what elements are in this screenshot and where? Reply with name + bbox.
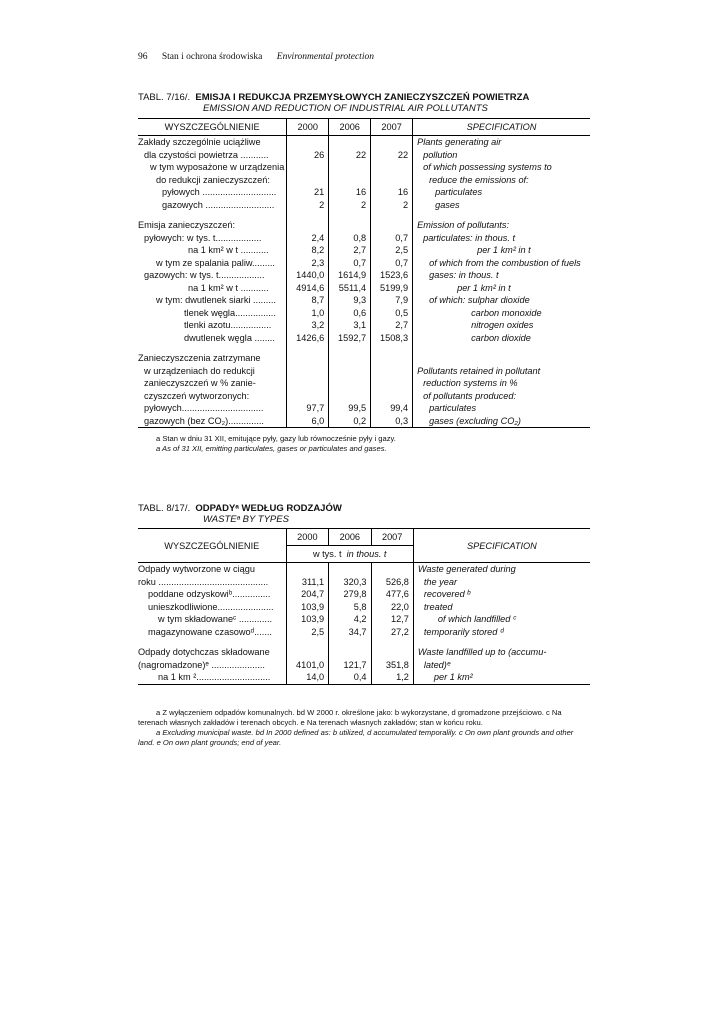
row-label-pl: do redukcji zanieczyszczeń: bbox=[156, 174, 270, 185]
row-label-pl: gazowych (bez CO₂).............. bbox=[138, 415, 287, 428]
cell-value bbox=[287, 174, 329, 187]
cell-value: 1426,6 bbox=[287, 332, 329, 345]
cell-value: 2,4 bbox=[287, 232, 329, 245]
row-label-pl: tlenek węgla................ bbox=[184, 307, 276, 318]
row-label-en: treated bbox=[413, 601, 590, 614]
cell-value bbox=[329, 211, 371, 219]
cell-value: 97,7 bbox=[287, 402, 329, 415]
cell-value bbox=[371, 161, 413, 174]
cell-value: 1592,7 bbox=[329, 332, 371, 345]
cell-value: 2,5 bbox=[371, 244, 413, 257]
table1-row bbox=[138, 257, 590, 270]
table1-row bbox=[138, 319, 590, 332]
page-header bbox=[138, 52, 386, 62]
cell-value: 0,5 bbox=[371, 307, 413, 320]
cell-value: 351,8 bbox=[371, 659, 413, 672]
cell-value: 320,3 bbox=[329, 576, 371, 589]
table1-row bbox=[138, 332, 590, 345]
table2-col-spec-en: SPECIFICATION bbox=[413, 529, 590, 563]
table2-note-pl: a Z wyłączeniem odpadów komunalnych. bd W 2000 r. określone jako: b wykorzystane, d gromadzone przejściowo. c Na terenach własnych zakładów i terenach obcych. e Na terenach własnych zakładów; stan w końcu roku. bbox=[138, 708, 562, 727]
cell-value: 4,2 bbox=[329, 613, 371, 626]
cell-value: 22 bbox=[371, 149, 413, 162]
table1-row bbox=[138, 365, 590, 378]
cell-value bbox=[286, 646, 329, 659]
row-label-en: gases: in thous. t bbox=[413, 269, 590, 282]
table2-row bbox=[138, 613, 590, 626]
cell-value: 2 bbox=[371, 199, 413, 212]
cell-value bbox=[371, 136, 413, 149]
cell-value: 34,7 bbox=[329, 626, 371, 639]
table1-row bbox=[138, 161, 590, 174]
cell-value: 0,7 bbox=[371, 232, 413, 245]
cell-value bbox=[287, 211, 329, 219]
page-number: 96 bbox=[138, 52, 148, 62]
table2 bbox=[138, 528, 590, 685]
cell-value: 3,2 bbox=[287, 319, 329, 332]
table1-title bbox=[138, 92, 529, 114]
cell-value bbox=[287, 219, 329, 232]
table2-col-2006: 2006 bbox=[329, 529, 371, 546]
table1-col-2006: 2006 bbox=[329, 119, 371, 136]
cell-value: 5199,9 bbox=[371, 282, 413, 295]
cell-value bbox=[287, 344, 329, 352]
header-title-en: Environmental protection bbox=[276, 52, 374, 62]
cell-value bbox=[329, 136, 371, 149]
cell-value: 27,2 bbox=[371, 626, 413, 639]
table1-note-en: a As of 31 XII, emitting particulates, gases or particulates and gases. bbox=[156, 444, 387, 453]
row-label-pl bbox=[138, 211, 287, 219]
cell-value: 0,6 bbox=[329, 307, 371, 320]
cell-value: 1,2 bbox=[371, 671, 413, 684]
table1-row bbox=[138, 390, 590, 403]
cell-value: 99,4 bbox=[371, 402, 413, 415]
row-label-pl: pyłowych................................ bbox=[144, 403, 264, 413]
cell-value: 103,9 bbox=[286, 601, 329, 614]
cell-value bbox=[287, 161, 329, 174]
table1-id: TABL. 7/16/. bbox=[138, 92, 191, 103]
row-label-pl: gazowych ........................... bbox=[162, 199, 275, 210]
cell-value bbox=[329, 390, 371, 403]
cell-value bbox=[329, 563, 371, 576]
table1-row bbox=[138, 244, 590, 257]
cell-value bbox=[329, 344, 371, 352]
row-label-en: carbon monoxide bbox=[413, 307, 590, 320]
row-label-en: Emission of pollutants: bbox=[413, 219, 590, 232]
table2-id: TABL. 8/17/. bbox=[138, 503, 191, 514]
cell-value: 1508,3 bbox=[371, 332, 413, 345]
row-label-en: of which landfilled ᶜ bbox=[413, 613, 590, 626]
table1-row bbox=[138, 415, 590, 428]
table1-row bbox=[138, 232, 590, 245]
row-label-en: temporarily stored ᵈ bbox=[413, 626, 590, 639]
cell-value: 311,1 bbox=[286, 576, 329, 589]
table2-row bbox=[138, 576, 590, 589]
row-label-pl: zanieczyszczeń w % zanie- bbox=[144, 378, 256, 388]
row-label-en: of which: sulphar dioxide bbox=[413, 294, 590, 307]
cell-value: 2 bbox=[287, 199, 329, 212]
cell-value bbox=[329, 161, 371, 174]
table1-row bbox=[138, 149, 590, 162]
row-label-pl: w tym ze spalania paliw......... bbox=[156, 257, 275, 268]
table1-row bbox=[138, 352, 590, 365]
table2-unit bbox=[286, 546, 413, 563]
cell-value bbox=[371, 390, 413, 403]
cell-value bbox=[329, 219, 371, 232]
table1-col-2000: 2000 bbox=[287, 119, 329, 136]
row-label-en: lated)ᵉ bbox=[413, 659, 590, 672]
row-label-pl: Odpady wytworzone w ciągu bbox=[138, 564, 255, 574]
row-label-pl: w tym wyposażone w urządzenia bbox=[150, 162, 285, 172]
cell-value bbox=[287, 390, 329, 403]
cell-value: 16 bbox=[371, 186, 413, 199]
row-label-pl: dla czystości powietrza ........... bbox=[144, 149, 269, 160]
row-label-en: Waste landfilled up to (accumu- bbox=[413, 646, 590, 659]
row-label-en bbox=[413, 211, 590, 219]
table2-row bbox=[138, 601, 590, 614]
cell-value bbox=[371, 377, 413, 390]
table1-row bbox=[138, 377, 590, 390]
cell-value: 4914,6 bbox=[287, 282, 329, 295]
row-label-pl: Emisja zanieczyszczeń: bbox=[138, 220, 236, 230]
cell-value bbox=[286, 563, 329, 576]
cell-value: 0,7 bbox=[371, 257, 413, 270]
cell-value: 2 bbox=[329, 199, 371, 212]
cell-value bbox=[371, 352, 413, 365]
cell-value: 0,8 bbox=[329, 232, 371, 245]
row-label-en: particulates bbox=[413, 402, 590, 415]
cell-value: 8,2 bbox=[287, 244, 329, 257]
cell-value bbox=[371, 219, 413, 232]
cell-value: 2,7 bbox=[371, 319, 413, 332]
row-label-pl: magazynowane czasowoᵈ....... bbox=[148, 626, 272, 637]
table1-row bbox=[138, 269, 590, 282]
row-label-en: of which possessing systems to bbox=[413, 161, 590, 174]
cell-value: 2,7 bbox=[329, 244, 371, 257]
cell-value bbox=[371, 211, 413, 219]
row-label-pl bbox=[138, 638, 286, 646]
table1-row bbox=[138, 344, 590, 352]
table1-row bbox=[138, 199, 590, 212]
row-label-en: particulates: in thous. t bbox=[413, 232, 590, 245]
cell-value bbox=[371, 646, 413, 659]
table1-col-spec-en: SPECIFICATION bbox=[413, 119, 590, 136]
cell-value: 2,5 bbox=[286, 626, 329, 639]
row-label-en: of pollutants produced: bbox=[413, 390, 590, 403]
table1-title-pl: EMISJA I REDUKCJA PRZEMYSŁOWYCH ZANIECZYSZCZEŃ POWIETRZA bbox=[195, 92, 530, 103]
cell-value: 279,8 bbox=[329, 588, 371, 601]
table1-row bbox=[138, 282, 590, 295]
row-label-en: of which from the combustion of fuels bbox=[413, 257, 590, 270]
cell-value bbox=[329, 352, 371, 365]
table1-row bbox=[138, 174, 590, 187]
cell-value: 526,8 bbox=[371, 576, 413, 589]
cell-value bbox=[329, 365, 371, 378]
row-label-pl bbox=[138, 344, 287, 352]
table2-body bbox=[138, 563, 590, 685]
row-label-pl: roku ........................................... bbox=[138, 576, 269, 587]
header-title-pl: Stan i ochrona środowiska bbox=[161, 52, 263, 62]
row-label-en: nitrogen oxides bbox=[413, 319, 590, 332]
row-label-en: Plants generating air bbox=[413, 136, 590, 149]
cell-value bbox=[287, 136, 329, 149]
table1-row bbox=[138, 402, 590, 415]
table2-title-pl: ODPADYᵃ WEDŁUG RODZAJÓW bbox=[195, 503, 342, 514]
table1 bbox=[138, 118, 590, 428]
table1-notes bbox=[138, 434, 590, 454]
cell-value: 21 bbox=[287, 186, 329, 199]
cell-value: 99,5 bbox=[329, 402, 371, 415]
row-label-en: per 1 km² in t bbox=[413, 282, 590, 295]
cell-value: 0,7 bbox=[329, 257, 371, 270]
cell-value: 1523,6 bbox=[371, 269, 413, 282]
table2-unit-pl: w tys. t bbox=[312, 549, 342, 559]
cell-value bbox=[287, 377, 329, 390]
table1-note-pl: a Stan w dniu 31 XII, emitujące pyły, gazy lub równocześnie pyły i gazy. bbox=[156, 434, 396, 443]
cell-value: 1440,0 bbox=[287, 269, 329, 282]
cell-value: 121,7 bbox=[329, 659, 371, 672]
cell-value: 4101,0 bbox=[286, 659, 329, 672]
row-label-en: the year bbox=[413, 576, 590, 589]
cell-value: 12,7 bbox=[371, 613, 413, 626]
cell-value: 1614,9 bbox=[329, 269, 371, 282]
cell-value: 5511,4 bbox=[329, 282, 371, 295]
cell-value bbox=[371, 563, 413, 576]
table2-col-spec-pl: WYSZCZEGÓLNIENIE bbox=[138, 529, 286, 563]
row-label-pl: unieszkodliwione...................... bbox=[148, 601, 274, 612]
cell-value: 3,1 bbox=[329, 319, 371, 332]
row-label-pl: tlenki azotu................ bbox=[184, 320, 272, 330]
table2-row bbox=[138, 659, 590, 672]
cell-value: 6,0 bbox=[287, 415, 329, 428]
row-label-pl: (nagromadzone)ᵉ ..................... bbox=[138, 659, 265, 670]
cell-value: 477,6 bbox=[371, 588, 413, 601]
cell-value bbox=[286, 638, 329, 646]
row-label-pl: pyłowych: w tys. t.................. bbox=[144, 232, 262, 243]
row-label-pl: na 1 km² w t ........... bbox=[188, 245, 269, 255]
cell-value: 9,3 bbox=[329, 294, 371, 307]
row-label-pl: dwutlenek węgla ........ bbox=[184, 332, 275, 343]
cell-value: 1,0 bbox=[287, 307, 329, 320]
cell-value: 0,4 bbox=[329, 671, 371, 684]
table2-row bbox=[138, 646, 590, 659]
table1-title-en: EMISSION AND REDUCTION OF INDUSTRIAL AIR POLLUTANTS bbox=[203, 103, 488, 114]
table1-row bbox=[138, 294, 590, 307]
table1-row bbox=[138, 136, 590, 149]
row-label-en: pollution bbox=[413, 149, 590, 162]
row-label-en: reduce the emissions of: bbox=[413, 174, 590, 187]
table2-row bbox=[138, 563, 590, 576]
row-label-pl: czyszczeń wytworzonych: bbox=[144, 390, 250, 401]
cell-value bbox=[371, 344, 413, 352]
row-label-en: gases (excluding CO₂) bbox=[413, 415, 590, 428]
table2-title-en: WASTEᵃ BY TYPES bbox=[203, 514, 289, 525]
table2-row bbox=[138, 588, 590, 601]
cell-value bbox=[329, 377, 371, 390]
table2-col-2007: 2007 bbox=[371, 529, 413, 546]
table2-notes bbox=[138, 708, 590, 748]
row-label-en: carbon dioxide bbox=[413, 332, 590, 345]
cell-value: 5,8 bbox=[329, 601, 371, 614]
table1-col-spec-pl: WYSZCZEGÓLNIENIE bbox=[138, 119, 287, 136]
cell-value: 7,9 bbox=[371, 294, 413, 307]
row-label-en: per 1 km² in t bbox=[413, 244, 590, 257]
row-label-pl: poddane odzyskowiᵇ............... bbox=[148, 589, 271, 599]
cell-value bbox=[329, 646, 371, 659]
table2-row bbox=[138, 671, 590, 684]
table2-title bbox=[138, 503, 342, 525]
cell-value bbox=[287, 352, 329, 365]
cell-value bbox=[287, 365, 329, 378]
table1-row bbox=[138, 211, 590, 219]
cell-value: 0,3 bbox=[371, 415, 413, 428]
cell-value: 22 bbox=[329, 149, 371, 162]
cell-value bbox=[329, 174, 371, 187]
row-label-en: gases bbox=[413, 199, 590, 212]
table1-row bbox=[138, 219, 590, 232]
row-label-pl: Odpady dotychczas składowane bbox=[138, 647, 270, 657]
row-label-en: particulates bbox=[413, 186, 590, 199]
cell-value: 0,2 bbox=[329, 415, 371, 428]
table1-row bbox=[138, 307, 590, 320]
cell-value: 2,3 bbox=[287, 257, 329, 270]
cell-value: 204,7 bbox=[286, 588, 329, 601]
row-label-pl: pyłowych ............................. bbox=[162, 187, 277, 197]
row-label-pl: w urządzeniach do redukcji bbox=[144, 365, 255, 376]
table1-row bbox=[138, 186, 590, 199]
cell-value: 16 bbox=[329, 186, 371, 199]
table2-row bbox=[138, 626, 590, 639]
table1-col-2007: 2007 bbox=[371, 119, 413, 136]
cell-value bbox=[371, 174, 413, 187]
cell-value bbox=[371, 638, 413, 646]
cell-value: 22,0 bbox=[371, 601, 413, 614]
cell-value: 103,9 bbox=[286, 613, 329, 626]
row-label-en: reduction systems in % bbox=[413, 377, 590, 390]
row-label-pl: na 1 km² w t ........... bbox=[188, 282, 269, 293]
cell-value: 14,0 bbox=[286, 671, 329, 684]
cell-value: 8,7 bbox=[287, 294, 329, 307]
row-label-pl: Zanieczyszczenia zatrzymane bbox=[138, 353, 261, 363]
row-label-pl: na 1 km ²............................. bbox=[138, 671, 286, 684]
table2-col-2000: 2000 bbox=[286, 529, 329, 546]
row-label-en: Waste generated during bbox=[413, 563, 590, 576]
cell-value bbox=[329, 638, 371, 646]
row-label-en bbox=[413, 352, 590, 365]
row-label-en: per 1 km² bbox=[413, 671, 590, 684]
row-label-pl: Zakłady szczególnie uciążliwe bbox=[138, 137, 261, 147]
row-label-pl: gazowych: w tys. t.................. bbox=[144, 270, 265, 280]
cell-value bbox=[371, 365, 413, 378]
table2-row bbox=[138, 638, 590, 646]
table2-unit-en: in thous. t bbox=[346, 549, 387, 559]
table1-body bbox=[138, 136, 590, 428]
table2-note-en: a Excluding municipal waste. bd In 2000 defined as: b utilized, d accumulated temporalily. c On own plant grounds and other land. e On own plant grounds; end of year. bbox=[138, 728, 574, 747]
row-label-en bbox=[413, 638, 590, 646]
row-label-en bbox=[413, 344, 590, 352]
row-label-en: recovered ᵇ bbox=[413, 588, 590, 601]
row-label-pl: w tym: dwutlenek siarki ......... bbox=[156, 295, 276, 305]
row-label-pl: w tym składowaneᶜ ............. bbox=[158, 614, 273, 624]
row-label-en: Pollutants retained in pollutant bbox=[413, 365, 590, 378]
cell-value: 26 bbox=[287, 149, 329, 162]
